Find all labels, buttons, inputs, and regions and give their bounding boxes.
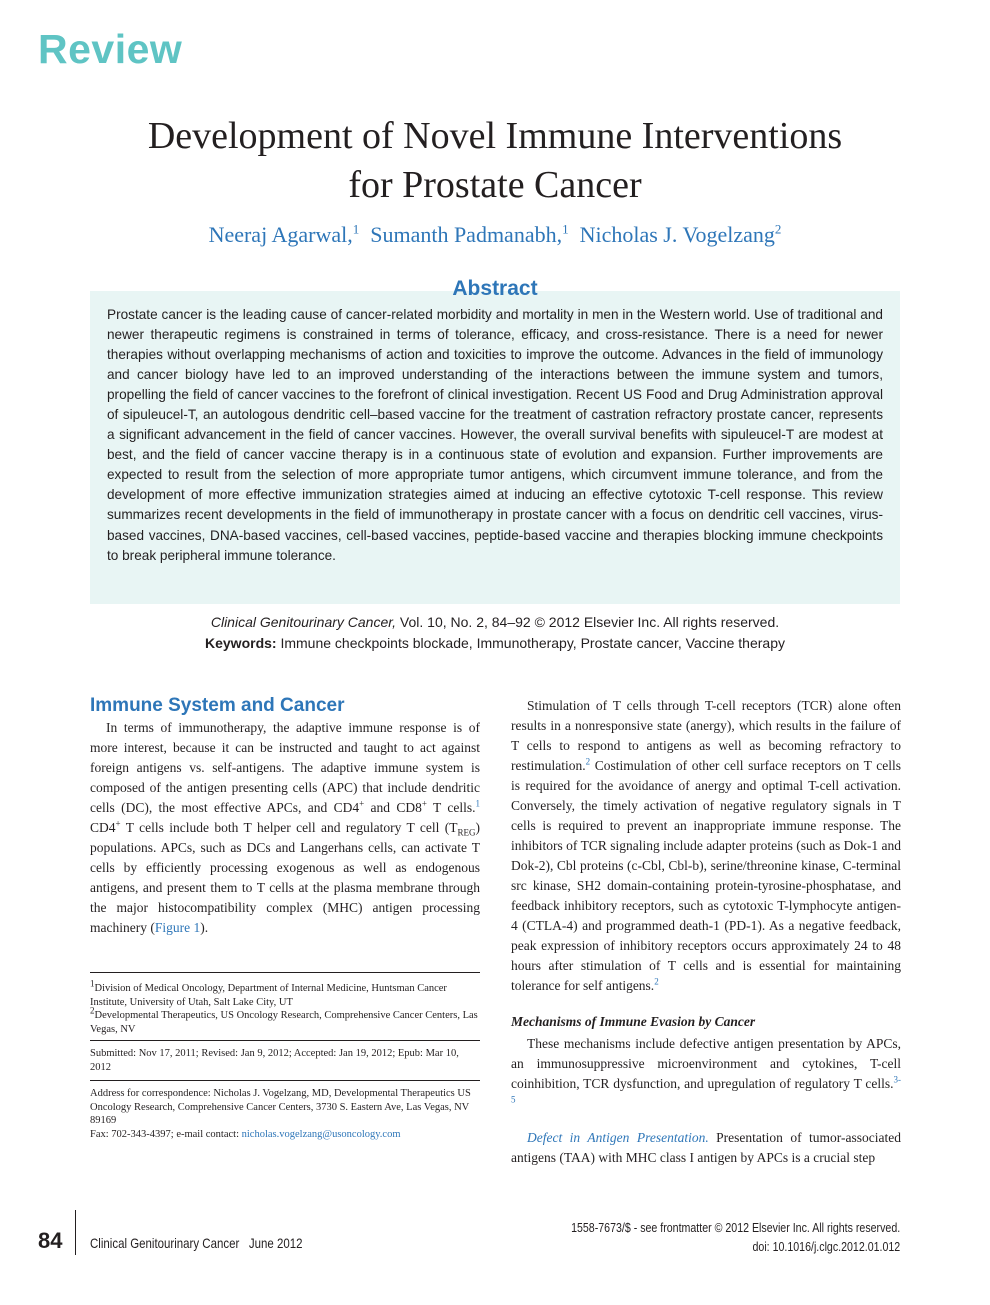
- text-run: ) populations. APCs, such as DCs and Langerhans cells, can activate T cells by efficiently processing exogenous as well as endogenous antigens, and present them to T cells at the plasma membrane through the major histocompatibility complex (MHC) antigen processing machinery (: [90, 820, 480, 935]
- footer-doi[interactable]: doi: 10.1016/j.clgc.2012.01.012: [752, 1240, 900, 1254]
- run-in-heading: Defect in Antigen Presentation.: [527, 1130, 709, 1145]
- paragraph: [90, 718, 480, 938]
- affiliation-number: 2: [90, 1005, 95, 1016]
- text-run: In terms of immunotherapy, the adaptive immune response is of more interest, because it can be instructed and taught to act against foreign antigens vs. self-antigens. The adaptive immune system is composed of the antigen presenting cells (APC) that include dendritic cells (DC), the most effective APCs, and CD4: [90, 720, 480, 815]
- paragraph: [511, 1128, 901, 1168]
- left-column: [90, 718, 480, 938]
- section-label: Review: [38, 26, 183, 72]
- abstract-text: Prostate cancer is the leading cause of cancer-related morbidity and mortality in men in the Western world. Use of traditional and newer therapeutic regimens is constrained in terms of tolerance, efficacy, and cross-resistance. There is a need for newer therapies without overlapping mechanisms of action and toxicities to improve the outcome. Advances in the field of immunology and cancer biology have led to an improved understanding of the interactions between the immune system and tumors, propelling the field of cancer vaccines to the forefront of clinical investigation. Recent US Food and Drug Administration approval of sipuleucel-T, an autologous dendritic cell–based vaccine for the treatment of castration refractory prostate cancer, represents a significant advancement in the field of cancer vaccines. However, the overall survival benefits with sipuleucel-T are modest at best, and the field of cancer vaccine therapy is in a continuous state of evolution and expansion. Further improvements are expected to result from the selection of more appropriate tumor antigens, which circumvent immune tolerance, and from the development of more effective immunization strategies aimed at inducing an effective cytotoxic T-cell response. This review summarizes recent developments in the field of immunotherapy in prostate cancer with a focus on dendritic cell vaccines, virus-based vaccines, DNA-based vaccines, cell-based vaccines, peptide-based vaccine and therapies blocking immune checkpoints to break peripheral immune tolerance.: [107, 307, 883, 563]
- text-run: Costimulation of other cell surface receptors on T cells is required for the avoidance of anergy and optimal T-cell activation. Conversely, the timely activation of negative regulatory signals in T cells is required to prevent an inappropriate immune response. The inhibitors of TCR signaling include adapter proteins (such as Dok-1 and Dok-2), Cbl proteins (c-Cbl, Cbl-b), serine/threonine kinase, C-terminal src kinase, SH2 domain-containing protein-tyrosine-phosphatase, and feedback inhibitory receptors, such as cytotoxic T-lymphocyte antigen-4 (CTLA-4) and programmed death-1 (PD-1). As a negative feedback, peak expression of inhibitory receptors occurs approximately 24 to 48 hours after stimulation of T cells and is essential for maintaining tolerance for self antigens.: [511, 758, 901, 993]
- paragraph: [511, 1034, 901, 1114]
- reference-link[interactable]: 2: [585, 756, 591, 767]
- footer-journal-name: Clinical Genitourinary Cancer: [90, 1235, 240, 1251]
- footnote-text: Fax: 702-343-4397; e-mail contact:: [90, 1128, 242, 1140]
- footnote-divider: [90, 1040, 480, 1041]
- author-name[interactable]: Neeraj Agarwal,: [208, 222, 353, 247]
- text-run: and CD8: [364, 800, 422, 815]
- footer-right: [571, 1219, 900, 1257]
- footnote-text: Developmental Therapeutics, US Oncology Research, Comprehensive Cancer Centers, Las Vegas, NV: [90, 1010, 478, 1035]
- footer-journal: [90, 1235, 303, 1251]
- right-column: [511, 696, 901, 1168]
- plus-sign: +: [115, 818, 121, 829]
- subscript: REG: [457, 827, 476, 838]
- text-run: Presentation of tumor-associated antigens (TAA) with MHC class I antigen by APCs is a crucial step: [511, 1130, 901, 1165]
- footnote-divider: [90, 1080, 480, 1081]
- title-line-1: Development of Novel Immune Interventions: [147, 115, 843, 157]
- text-run: CD4: [90, 820, 116, 835]
- reference-link[interactable]: 1: [475, 798, 481, 809]
- footnote-affiliation-2: [90, 1005, 480, 1036]
- author-affiliation: 1: [562, 221, 569, 237]
- keywords-line: [90, 633, 900, 653]
- author-list: [60, 222, 930, 248]
- footnote-text: Division of Medical Oncology, Department of Internal Medicine, Huntsman Cancer Institute, University of Utah, Salt Lake City, UT: [90, 983, 447, 1008]
- paragraph: [511, 696, 901, 996]
- footnote-affiliation-1: [90, 978, 480, 1009]
- plus-sign: +: [421, 798, 427, 809]
- footnote-dates: Submitted: Nov 17, 2011; Revised: Jan 9, 2012; Accepted: Jan 19, 2012; Epub: Mar 10, 2012: [90, 1048, 459, 1073]
- affiliation-number: 1: [90, 978, 95, 989]
- footer-divider: [75, 1210, 76, 1255]
- keywords-text: Immune checkpoints blockade, Immunotherapy, Prostate cancer, Vaccine therapy: [276, 635, 785, 651]
- author-affiliation: 1: [352, 221, 360, 237]
- keywords-label: Keywords:: [205, 635, 277, 651]
- footnote-correspondence: [90, 1087, 480, 1141]
- reference-link[interactable]: 2: [654, 976, 659, 987]
- article-title: [60, 112, 930, 210]
- text-run: Stimulation of T cells through T-cell receptors (TCR) alone often results in a nonresponsive state (anergy), which results in the failure of T cells to respond to antigens as well as becoming refractory to restimulation.: [511, 698, 901, 773]
- citation-details: Vol. 10, No. 2, 84–92 © 2012 Elsevier Inc. All rights reserved.: [396, 614, 780, 630]
- reference-link[interactable]: 3-5: [511, 1074, 901, 1105]
- plus-sign: +: [359, 798, 365, 809]
- email-link[interactable]: nicholas.vogelzang@usoncology.com: [241, 1128, 401, 1140]
- footer-copyright: 1558-7673/$ - see frontmatter © 2012 Elsevier Inc. All rights reserved.: [570, 1221, 900, 1235]
- citation-journal: Clinical Genitourinary Cancer,: [210, 614, 397, 630]
- footnote-divider: [90, 972, 480, 973]
- author-name[interactable]: Nicholas J. Vogelzang: [579, 222, 775, 247]
- page-number: 84: [38, 1228, 63, 1253]
- citation-line: [90, 612, 900, 632]
- figure-link[interactable]: Figure 1: [154, 920, 201, 935]
- title-line-2: for Prostate Cancer: [348, 164, 642, 206]
- text-run: These mechanisms include defective antigen presentation by APCs, an immunosuppressive microenvironment and cytokines, T-cell coinhibition, TCR dysfunction, and upregulation of regulatory T cells.: [511, 1036, 901, 1091]
- footnote-text: Address for correspondence: Nicholas J. Vogelzang, MD, Developmental Therapeutics US Oncology Research, Comprehensive Cancer Centers, 3730 S. Eastern Ave, Las Vegas, NV 89169: [90, 1088, 471, 1126]
- text-run: ).: [200, 920, 209, 935]
- subsection-heading: Mechanisms of Immune Evasion by Cancer: [511, 1014, 756, 1029]
- text-run: T cells include both T helper cell and regulatory T cell (T: [120, 820, 458, 835]
- author-affiliation: 2: [774, 221, 782, 237]
- footer-date: June 2012: [248, 1235, 303, 1251]
- section-heading: Immune System and Cancer: [90, 695, 345, 716]
- abstract-heading: Abstract: [452, 277, 538, 300]
- text-run: T cells.: [426, 800, 476, 815]
- author-name[interactable]: Sumanth Padmanabh,: [370, 222, 563, 247]
